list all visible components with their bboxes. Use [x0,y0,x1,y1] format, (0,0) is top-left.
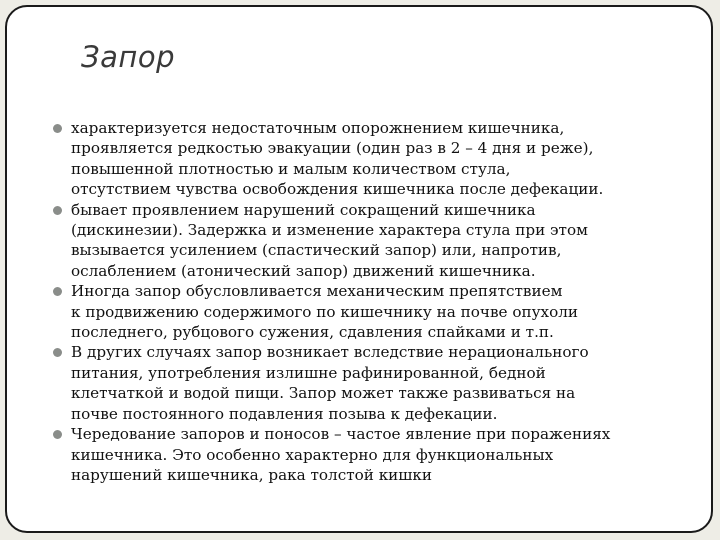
bullet-line: Иногда запор обусловливается механическим препятствием [71,282,563,301]
bullet-line: вызывается усилением (спастический запор) или, напротив, [71,241,562,260]
bullet-item [49,118,689,200]
bullet-line: почве постоянного подавления позыва к дефекации. [71,404,498,423]
bullet-line: характеризуется недостаточным опорожнением кишечника, [71,119,565,137]
bullet-line: проявляется редкостью эвакуации (один раз в 2 – 4 дня и реже), [71,139,594,158]
bullet-line: питания, употребления излишне рафинированной, бедной [71,363,546,382]
bullet-line: бывает проявлением нарушений сокращений кишечника [71,200,536,219]
bullet-item [49,342,689,424]
bullet-line: последнего, рубцового сужения, сдавления спайками и т.п. [71,323,554,342]
bullet-line: к продвижению содержимого по кишечнику на почве опухоли [71,302,578,321]
bullet-dot-icon [53,348,62,357]
bullet-line: клетчаткой и водой пищи. Запор может также развиваться на [71,384,576,403]
bullet-dot-icon [53,287,62,296]
slide-title: Запор [81,40,175,74]
bullet-line: отсутствием чувства освобождения кишечника после дефекации. [71,180,604,199]
bullet-line: повышенной плотностью и малым количеством стула, [71,159,511,178]
bullet-line: ослаблением (атонический запор) движений кишечника. [71,261,536,280]
bullet-item [49,200,689,282]
slide [5,5,713,533]
bullet-dot-icon [53,124,62,133]
bullet-dot-icon [53,206,62,215]
bullet-line: Чередование запоров и поносов – частое явление при поражениях [71,425,611,444]
bullet-line: В других случаях запор возникает вследствие нерационального [71,343,589,362]
bullet-item [49,281,689,342]
bullet-dot-icon [53,430,62,439]
bullet-item [49,424,689,485]
bullet-line: (дискинезии). Задержка и изменение характера стула при этом [71,221,588,240]
bullet-line: нарушений кишечника, рака толстой кишки [71,465,433,484]
bullet-line: кишечника. Это особенно характерно для функциональных [71,445,554,464]
bullet-list [49,118,689,485]
